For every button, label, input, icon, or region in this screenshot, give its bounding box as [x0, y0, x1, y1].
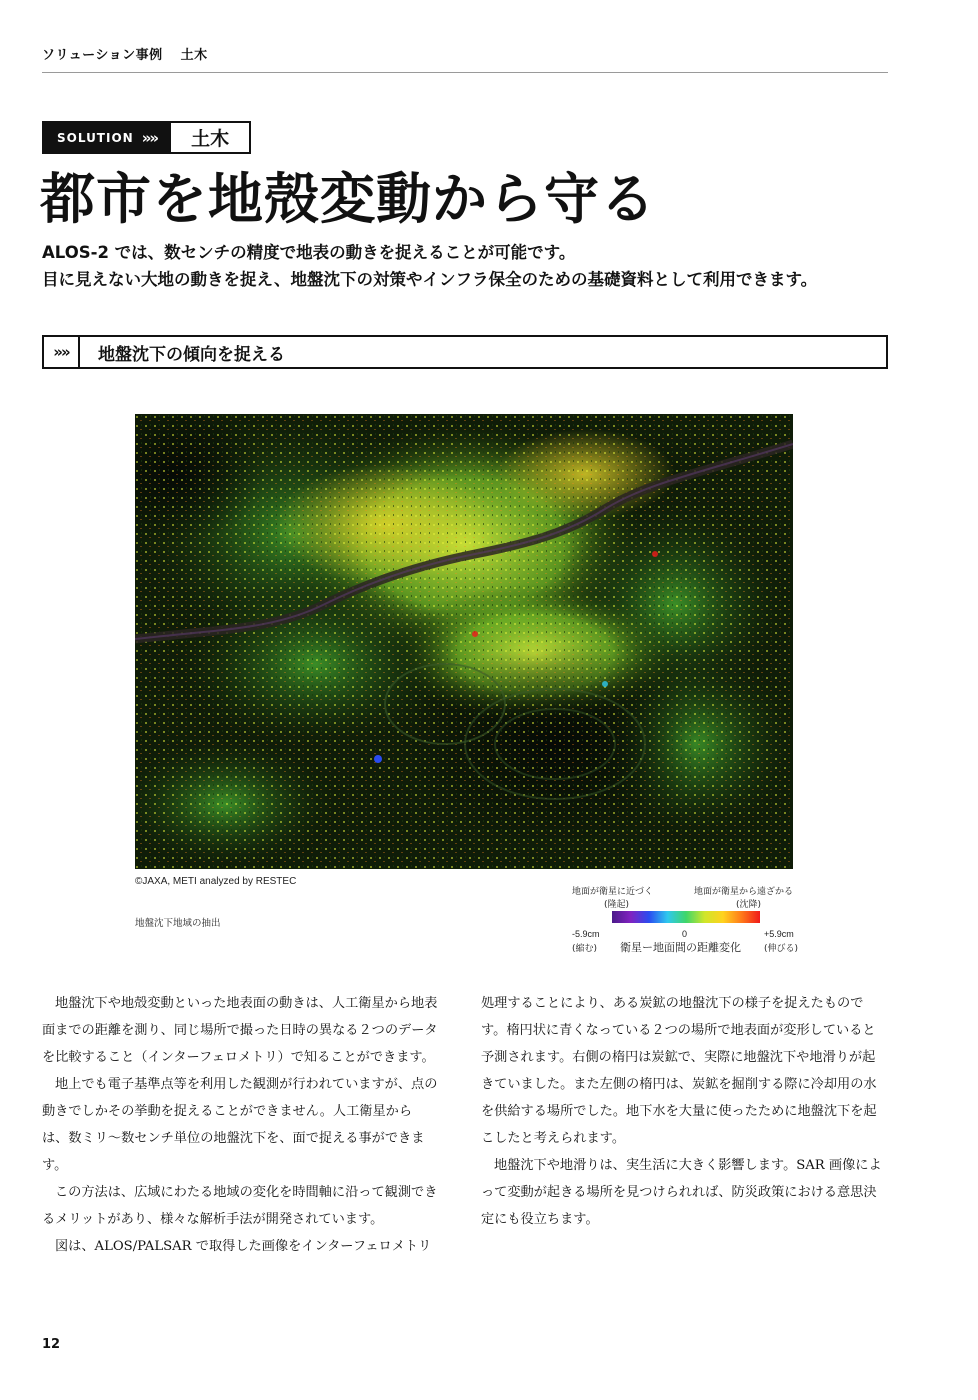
lead-line: 目に見えない大地の動きを捉え、地盤沈下の対策やインフラ保全のための基礎資料として利用できます。 — [42, 270, 818, 289]
legend-color-bar — [612, 911, 760, 923]
image-credit: ©JAXA, METI analyzed by RESTEC — [135, 876, 297, 887]
section-title: 地盤沈下の傾向を捉える — [98, 344, 285, 365]
legend-subsidence-class: (沈降) — [736, 900, 762, 910]
running-head-section: ソリューション事例 — [42, 48, 163, 63]
interferogram-graphic — [135, 414, 793, 869]
solution-label-block — [44, 123, 171, 152]
section-heading — [42, 335, 888, 369]
legend-axis-label: 衛星ー地面間の距離変化 — [620, 941, 741, 954]
running-head-category: 土木 — [180, 48, 208, 63]
color-scale-legend — [570, 884, 810, 960]
double-chevron-icon: »» — [44, 337, 80, 367]
figure-caption: 地盤沈下地域の抽出 — [135, 918, 221, 929]
legend-max-note: (伸びる) — [764, 944, 799, 954]
solution-label: SOLUTION — [57, 130, 134, 145]
legend-min-value: -5.9cm — [572, 929, 600, 939]
legend-min-note: (縮む) — [572, 944, 598, 954]
header-rule — [42, 72, 888, 73]
legend-subsidence-label: 地面が衛星から遠ざかる — [694, 887, 794, 897]
sar-interferogram-image — [135, 414, 793, 869]
running-head — [42, 44, 208, 63]
body-column-left — [42, 990, 438, 1260]
legend-uplift-label: 地面が衛星に近づく — [572, 887, 654, 897]
legend-mid-value: 0 — [682, 929, 688, 939]
solution-tag — [42, 121, 251, 154]
body-column-right — [481, 990, 888, 1233]
legend-max-value: +5.9cm — [764, 929, 794, 939]
lead-line: ALOS-2 では、数センチの精度で地表の動きを捉えることが可能です。 — [42, 243, 576, 262]
body-paragraph: 地上でも電子基準点等を利用した観測が行われていますが、点の動きでしかその挙動を捉えることができません。人工衛星からは、数ミリ～数センチ単位の地盤沈下を、面で捉える事ができます。 — [42, 1077, 438, 1173]
page-title: 都市を地殻変動から守る — [40, 167, 657, 231]
body-paragraph: 地盤沈下や地殻変動といった地表面の動きは、人工衛星から地表面までの距離を測り、同じ場所で撮った日時の異なる２つのデータを比較すること（インターフェロメトリ）で知ることができます。 — [42, 996, 438, 1065]
page-number: 12 — [42, 1337, 61, 1352]
body-paragraph: 処理することにより、ある炭鉱の地盤沈下の様子を捉えたものです。楕円状に青くなっている２つの場所で地表面が変形していると予測されます。右側の楕円は炭鉱で、実際に地盤沈下や地滑りが起きていました。また左側の楕円は、炭鉱を掘削する際に冷却用の水を供給する場所でした。地下水を大量に使ったために地盤沈下を起こしたと考えられます。 — [481, 996, 877, 1146]
legend-uplift-class: (隆起) — [604, 900, 630, 910]
double-chevron-icon: »» — [141, 128, 158, 147]
solution-category: 土木 — [171, 123, 249, 152]
body-paragraph: 図は、ALOS/PALSAR で取得した画像をインターフェロメトリ — [55, 1239, 432, 1254]
body-paragraph: 地盤沈下や地滑りは、実生活に大きく影響します。SAR 画像によって変動が起きる場所を見つけられれば、防災政策における意思決定にも役立ちます。 — [481, 1158, 882, 1227]
body-paragraph: この方法は、広域にわたる地域の変化を時間軸に沿って観測できるメリットがあり、様々な解析手法が開発されています。 — [42, 1185, 438, 1227]
lead-paragraph — [42, 239, 817, 293]
